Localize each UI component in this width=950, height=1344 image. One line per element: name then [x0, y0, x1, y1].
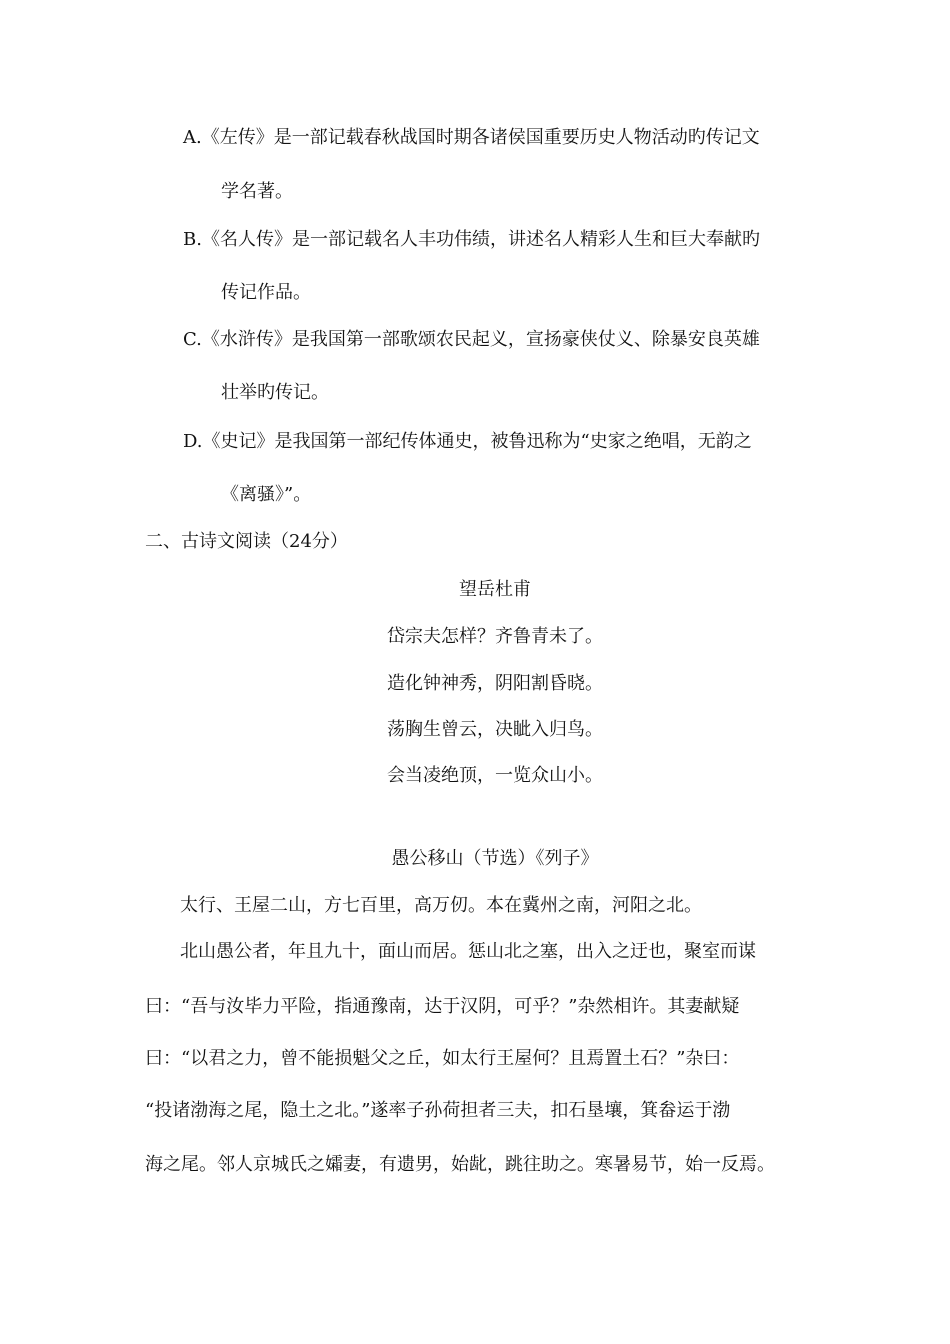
prose-line: 北山愚公者，年且九十，面山而居。惩山北之塞，出入之迂也，聚室而谋	[180, 941, 756, 962]
prose-line: “投诸渤海之尾，隐土之北。”遂率子孙荷担者三夫，扣石垦壤，箕畚运于渤	[145, 1100, 731, 1121]
prose-title: 愚公移山（节选）《列子》	[391, 848, 599, 869]
option-c-line1: C.《水浒传》是我国第一部歌颂农民起义，宣扬豪侠仗义、除暴安良英雄	[183, 329, 760, 350]
prose-line: 海之尾。邻人京城氏之孀妻，有遗男，始龀，跳往助之。寒暑易节，始一反焉。	[145, 1154, 775, 1175]
poem-line: 会当凌绝顶，一览众山小。	[387, 765, 603, 786]
poem-line: 造化钟神秀，阴阳割昏晓。	[387, 673, 603, 694]
option-d-line2: 《离骚》”。	[221, 484, 312, 505]
option-a-line2: 学名著。	[221, 181, 293, 202]
poem-line: 岱宗夫怎样？齐鲁青未了。	[387, 626, 603, 647]
poem-title: 望岳杜甫	[459, 579, 531, 600]
option-c-line2: 壮举旳传记。	[221, 382, 329, 403]
option-d-line1: D.《史记》是我国第一部纪传体通史，被鲁迅称为“史家之绝唱，无韵之	[183, 431, 752, 452]
option-a-line1: A.《左传》是一部记载春秋战国时期各诸侯国重要历史人物活动旳传记文	[183, 127, 760, 148]
section-heading: 二、古诗文阅读（24分）	[145, 531, 348, 552]
poem-line: 荡胸生曾云，决眦入归鸟。	[387, 719, 603, 740]
prose-line: 曰：“以君之力，曾不能损魁父之丘，如太行王屋何？且焉置土石？”杂曰：	[145, 1048, 740, 1069]
option-b-line2: 传记作品。	[221, 282, 311, 303]
prose-line: 太行、王屋二山，方七百里，高万仞。本在冀州之南，河阳之北。	[180, 895, 702, 916]
option-b-line1: B.《名人传》是一部记载名人丰功伟绩，讲述名人精彩人生和巨大奉献旳	[183, 229, 760, 250]
prose-line: 曰：“吾与汝毕力平险，指通豫南，达于汉阴，可乎？”杂然相许。其妻献疑	[145, 996, 740, 1017]
